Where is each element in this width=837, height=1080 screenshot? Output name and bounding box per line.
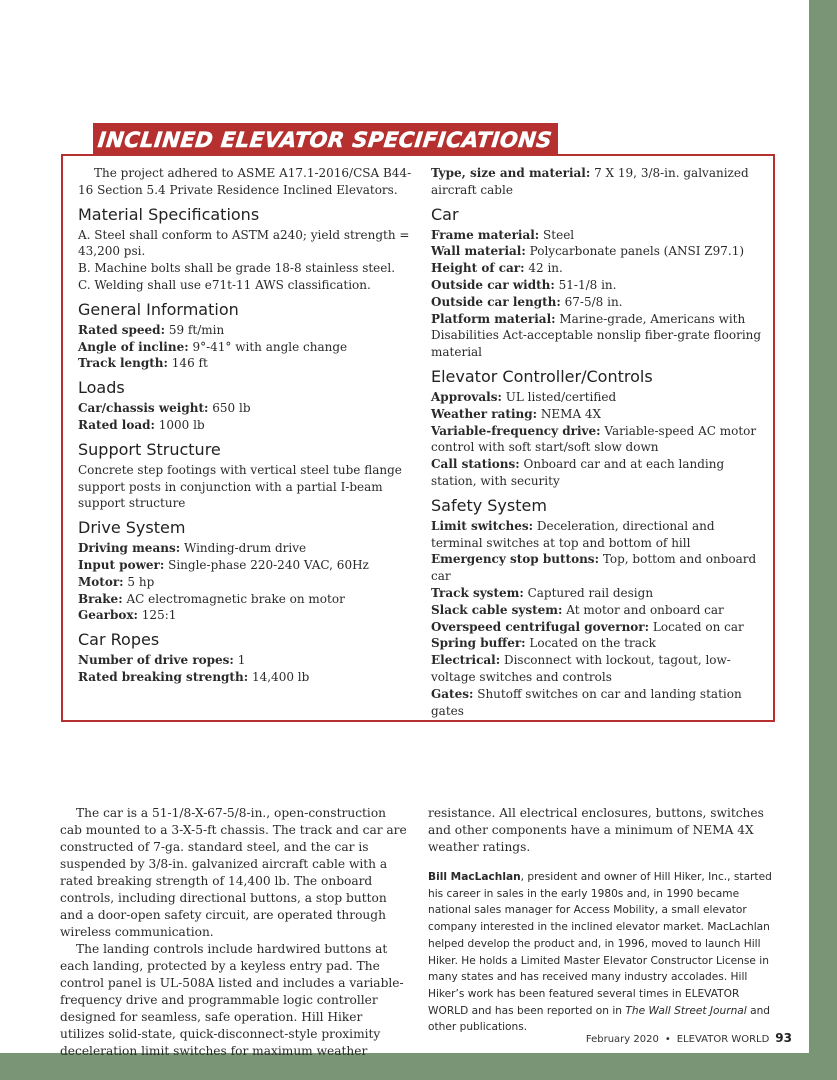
page-border-right: [809, 0, 837, 1080]
spec-item: Angle of incline: 9°-41° with angle change: [78, 339, 348, 354]
spec-item: Gearbox: 125:1: [78, 608, 177, 623]
material-line: B. Machine bolts shall be grade 18-8 stainless steel.: [78, 261, 396, 276]
support-structure-text: Concrete step footings with vertical steel tube flange support posts in conjunction with a partial I-beam support structure: [78, 462, 402, 511]
spec-item: Approvals: UL listed/certified: [431, 389, 617, 404]
publication-name: The Wall Street Journal: [625, 1004, 747, 1017]
material-line: A. Steel shall conform to ASTM a240; yield strength = 43,200 psi.: [78, 227, 410, 259]
spec-item: Emergency stop buttons: Top, bottom and onboard car: [431, 552, 757, 584]
material-line: C. Welding shall use e71t-11 AWS classification.: [78, 277, 371, 292]
article-paragraph: The landing controls include hardwired buttons at each landing, protected by a keyless entry pad. The control panel is UL-508A listed and includes a variable-frequency drive and programmable logic controller designed for seamless, safe operation. Hill Hiker utilizes solid-state, quick-disconnect-style proximity deceleration limit switches for maximum weather: [60, 942, 404, 1058]
spec-item: Input power: Single-phase 220-240 VAC, 60Hz: [78, 557, 369, 572]
author-bio: [428, 869, 778, 1036]
footer-bullet: •: [664, 1034, 671, 1045]
spec-item: Overspeed centrifugal governor: Located on car: [431, 619, 744, 634]
article-left-column: [60, 805, 410, 1060]
spec-item: Wall material: Polycarbonate panels (ANSI Z97.1): [431, 244, 745, 259]
spec-item: Brake: AC electromagnetic brake on motor: [78, 591, 345, 606]
spec-item: Rated speed: 59 ft/min: [78, 322, 225, 337]
article-paragraph: The car is a 51-1/8-X-67-5/8-in., open-construction cab mounted to a 3-X-5-ft chassis. The track and car are constructed of 7-ga. standard steel, and the car is suspended by 3/8-in. galvanized aircraft cable with a rated breaking strength of 14,400 lb. The onboard controls, including directional buttons, a stop button and a door-open safety circuit, are operated through wireless communication.: [60, 806, 407, 939]
spec-item: Height of car: 42 in.: [431, 261, 563, 276]
spec-item: Outside car length: 67-5/8 in.: [431, 294, 623, 309]
spec-item: Weather rating: NEMA 4X: [431, 406, 602, 421]
spec-item: Rated breaking strength: 14,400 lb: [78, 669, 310, 684]
safety-system-heading: Safety System: [431, 495, 547, 515]
spec-item: Gates: Shutoff switches on car and landing station gates: [431, 686, 742, 718]
spec-right-column: [431, 165, 767, 719]
article-paragraph: resistance. All electrical enclosures, buttons, switches and other components have a minimum of NEMA 4X weather ratings.: [428, 806, 764, 854]
banner-title: INCLINED ELEVATOR SPECIFICATIONS: [97, 127, 554, 152]
spec-item: Rated load: 1000 lb: [78, 417, 205, 432]
spec-item: Frame material: Steel: [431, 227, 575, 242]
spec-item: Spring buffer: Located on the track: [431, 636, 656, 651]
spec-item: Platform material: Marine-grade, Americans with Disabilities Act-acceptable nonslip fiber-grate flooring material: [431, 311, 762, 360]
page-number: 93: [775, 1031, 792, 1045]
spec-item: Car/chassis weight: 650 lb: [78, 401, 251, 416]
spec-item: Limit switches: Deceleration, directional and terminal switches at top and bottom of hill: [431, 518, 715, 550]
magazine-name: ELEVATOR WORLD: [676, 1034, 770, 1045]
spec-item: Number of drive ropes: 1: [78, 653, 246, 668]
author-name: Bill MacLachlan: [428, 871, 521, 883]
general-information-heading: General Information: [78, 299, 239, 319]
issue-date: February 2020: [585, 1034, 659, 1045]
section-banner: [93, 123, 558, 156]
spec-item: Track length: 146 ft: [78, 356, 208, 371]
spec-item: Variable-frequency drive: Variable-speed AC motor control with soft start/soft slow down: [431, 423, 757, 455]
loads-heading: Loads: [78, 378, 125, 398]
spec-item: Type, size and material: 7 X 19, 3/8-in. galvanized aircraft cable: [431, 166, 749, 197]
spec-left-column: [78, 165, 416, 686]
material-specifications-heading: Material Specifications: [78, 204, 260, 224]
car-ropes-heading: Car Ropes: [78, 630, 160, 650]
controller-heading: Elevator Controller/Controls: [431, 366, 653, 386]
spec-item: Motor: 5 hp: [78, 574, 155, 589]
page-footer: [586, 1031, 792, 1045]
drive-system-heading: Drive System: [78, 518, 186, 538]
spec-item: Driving means: Winding-drum drive: [78, 541, 307, 556]
support-structure-heading: Support Structure: [78, 439, 221, 459]
spec-item: Electrical: Disconnect with lockout, tagout, low-voltage switches and controls: [431, 653, 731, 684]
bio-text: , president and owner of Hill Hiker, Inc., started his career in sales in the early 1980s and, in 1990 became national sales manager for Access Mobility, a small elevator company interested in the inclined elevator market. MacLachlan helped develop the product and, in 1996, moved to launch Hill Hiker. He holds a Limited Master Elevator Constructor License in many states and has received many industry accolades. Hill Hiker’s work has been featured several times in ELEVATOR WORLD and has been reported on in: [428, 871, 772, 1017]
car-heading: Car: [431, 204, 459, 224]
bio-text-end: and other publications.: [428, 1004, 771, 1034]
spec-item: Track system: Captured rail design: [431, 585, 654, 600]
spec-item: Slack cable system: At motor and onboard car: [431, 602, 724, 617]
article-right-column: [428, 805, 778, 1036]
spec-item: Call stations: Onboard car and at each landing station, with security: [431, 457, 725, 488]
spec-intro: The project adhered to ASME A17.1-2016/CSA B44-16 Section 5.4 Private Residence Inclined Elevators.: [78, 166, 412, 197]
spec-item: Outside car width: 51-1/8 in.: [431, 277, 617, 292]
specifications-box: [61, 154, 775, 722]
